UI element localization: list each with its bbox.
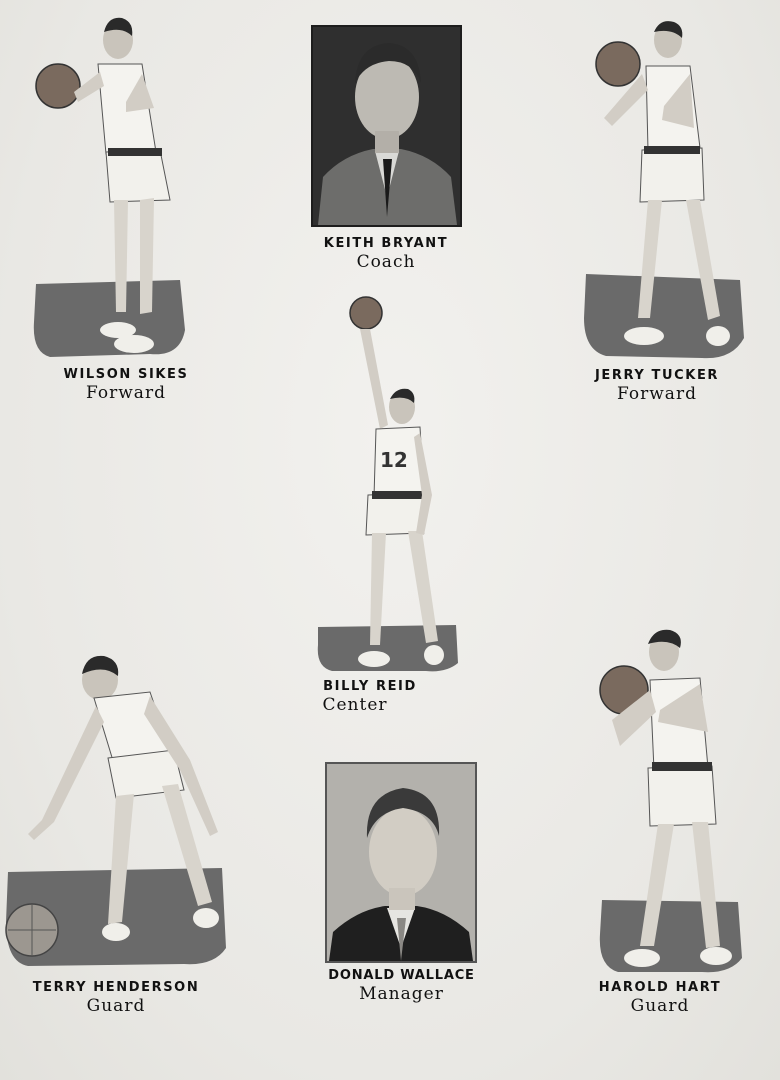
player-caption-terry-henderson — [16, 980, 216, 1016]
coach-portrait-figure — [313, 27, 460, 225]
player-caption-harold-hart — [560, 980, 760, 1016]
player-name: TERRY HENDERSON — [32, 980, 200, 995]
manager-portrait-photo — [325, 762, 477, 963]
coach-caption — [286, 236, 486, 272]
player-photo-billy-reid — [316, 295, 461, 675]
coach-portrait-photo — [311, 25, 462, 227]
player-figure — [582, 18, 747, 363]
player-caption-wilson-sikes — [26, 367, 226, 403]
player-position: Guard — [86, 996, 146, 1016]
player-photo-terry-henderson — [4, 652, 229, 972]
player-position: Forward — [617, 384, 697, 404]
player-figure — [316, 295, 461, 675]
jersey-number: 12 — [380, 448, 408, 472]
player-figure — [4, 652, 229, 972]
player-position: Guard — [630, 996, 690, 1016]
manager-caption — [294, 968, 509, 1004]
player-position: Center — [322, 695, 388, 715]
player-photo-wilson-sikes — [30, 12, 190, 362]
player-figure — [30, 12, 190, 362]
player-position: Forward — [86, 383, 166, 403]
player-name: HAROLD HART — [598, 980, 722, 995]
player-caption-jerry-tucker — [557, 368, 757, 404]
manager-name: DONALD WALLACE — [328, 968, 475, 983]
player-name: BILLY REID — [323, 679, 417, 694]
coach-name: KEITH BRYANT — [323, 236, 449, 251]
player-photo-harold-hart — [598, 628, 744, 976]
player-caption-billy-reid — [270, 679, 470, 715]
manager-role: Manager — [359, 984, 444, 1004]
manager-portrait-figure — [327, 764, 475, 961]
player-name: WILSON SIKES — [63, 367, 189, 382]
player-figure — [598, 628, 744, 976]
player-name: JERRY TUCKER — [594, 368, 720, 383]
coach-role: Coach — [356, 252, 416, 272]
player-photo-jerry-tucker — [582, 18, 747, 363]
